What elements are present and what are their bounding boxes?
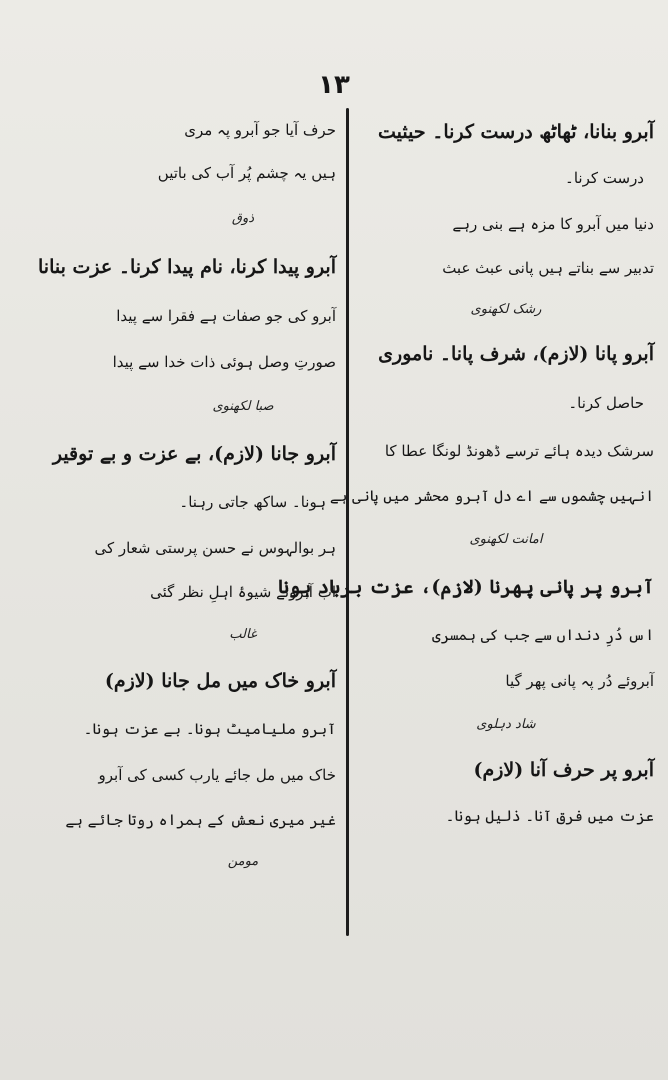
entry-heading: آبرو بنانا، ٹھاٹھ درست کرنا۔ حیثیت xyxy=(377,121,654,143)
poet-name: رشک لکھنوی xyxy=(470,302,542,317)
entry-heading: آبرو پر حرف آنا (لازم) xyxy=(473,759,654,781)
verse-line: اس دُرِ دنداں سے جب کی ہمسری xyxy=(432,626,654,644)
left-column xyxy=(38,110,336,882)
right-column xyxy=(277,110,654,838)
verse-line: غیر میری نعش کے ہمراہ روتا جائے ہے xyxy=(65,811,336,829)
entry-heading: آبرو پانا (لازم)، شرف پانا۔ ناموری xyxy=(378,343,654,365)
definition-line: آبرو ملیامیٹ ہونا۔ بے عزت ہونا۔ xyxy=(83,720,336,738)
verse-line: صورتِ وصل ہوئی ذات خدا سے پیدا xyxy=(112,353,336,371)
poet-name: مومن xyxy=(227,854,259,869)
verse-line: حرف آیا جو آبرو پہ مری xyxy=(184,121,336,139)
definition-line: حاصل کرنا۔ xyxy=(568,394,644,412)
entry-heading: آبرو پر پانی پھرنا (لازم)، عزت برباد ہونا xyxy=(277,576,654,598)
poet-name: غالب xyxy=(229,627,257,642)
poet-name: صبا لکھنوی xyxy=(212,399,274,414)
poet-name: شاد دہلوی xyxy=(476,717,536,732)
verse-line: آبروئے دُر پہ پانی پھر گیا xyxy=(505,672,654,690)
verse-line: خاک میں مل جائے یارب کسی کی آبرو xyxy=(98,766,336,784)
page-number: ۱۳ xyxy=(318,70,350,100)
definition-line: ہونا۔ ساکھ جاتی رہنا۔ xyxy=(179,493,326,511)
verse-line: انہیں چشموں سے اے دل آبرو محشر میں پانی ہے xyxy=(329,487,654,505)
verse-line: آبرو کی جو صفات ہے فقرا سے پیدا xyxy=(116,307,336,325)
definition-line: درست کرنا۔ xyxy=(565,169,644,187)
entry-heading: آبرو جانا (لازم)، بے عزت و بے توقیر xyxy=(52,443,336,465)
entry-heading: آبرو خاک میں مل جانا (لازم) xyxy=(104,670,336,692)
poet-name: امانت لکھنوی xyxy=(469,532,543,547)
verse-line: تدبیر سے بناتے ہیں پانی عبث عبث xyxy=(442,259,654,277)
verse-line: اب آبروئے شیوۂ اہلِ نظر گئی xyxy=(150,583,336,601)
verse-line: دنیا میں آبرو کا مزہ ہے بنی رہے xyxy=(452,215,654,233)
verse-line: سرشک دیدہ ہائے ترسے ڈھونڈ لونگا عطا کا xyxy=(384,442,654,460)
entry-heading: آبرو پیدا کرنا، نام پیدا کرنا۔ عزت بنانا xyxy=(38,256,336,278)
verse-line: ہر بوالہوس نے حسن پرستی شعار کی xyxy=(94,539,336,557)
column-divider xyxy=(346,108,349,936)
poet-name: ذوق xyxy=(231,211,255,226)
definition-line: عزت میں فرق آنا۔ ذلیل ہونا۔ xyxy=(445,807,654,825)
verse-line: ہیں یہ چشم پُر آب کی باتیں xyxy=(157,164,336,182)
